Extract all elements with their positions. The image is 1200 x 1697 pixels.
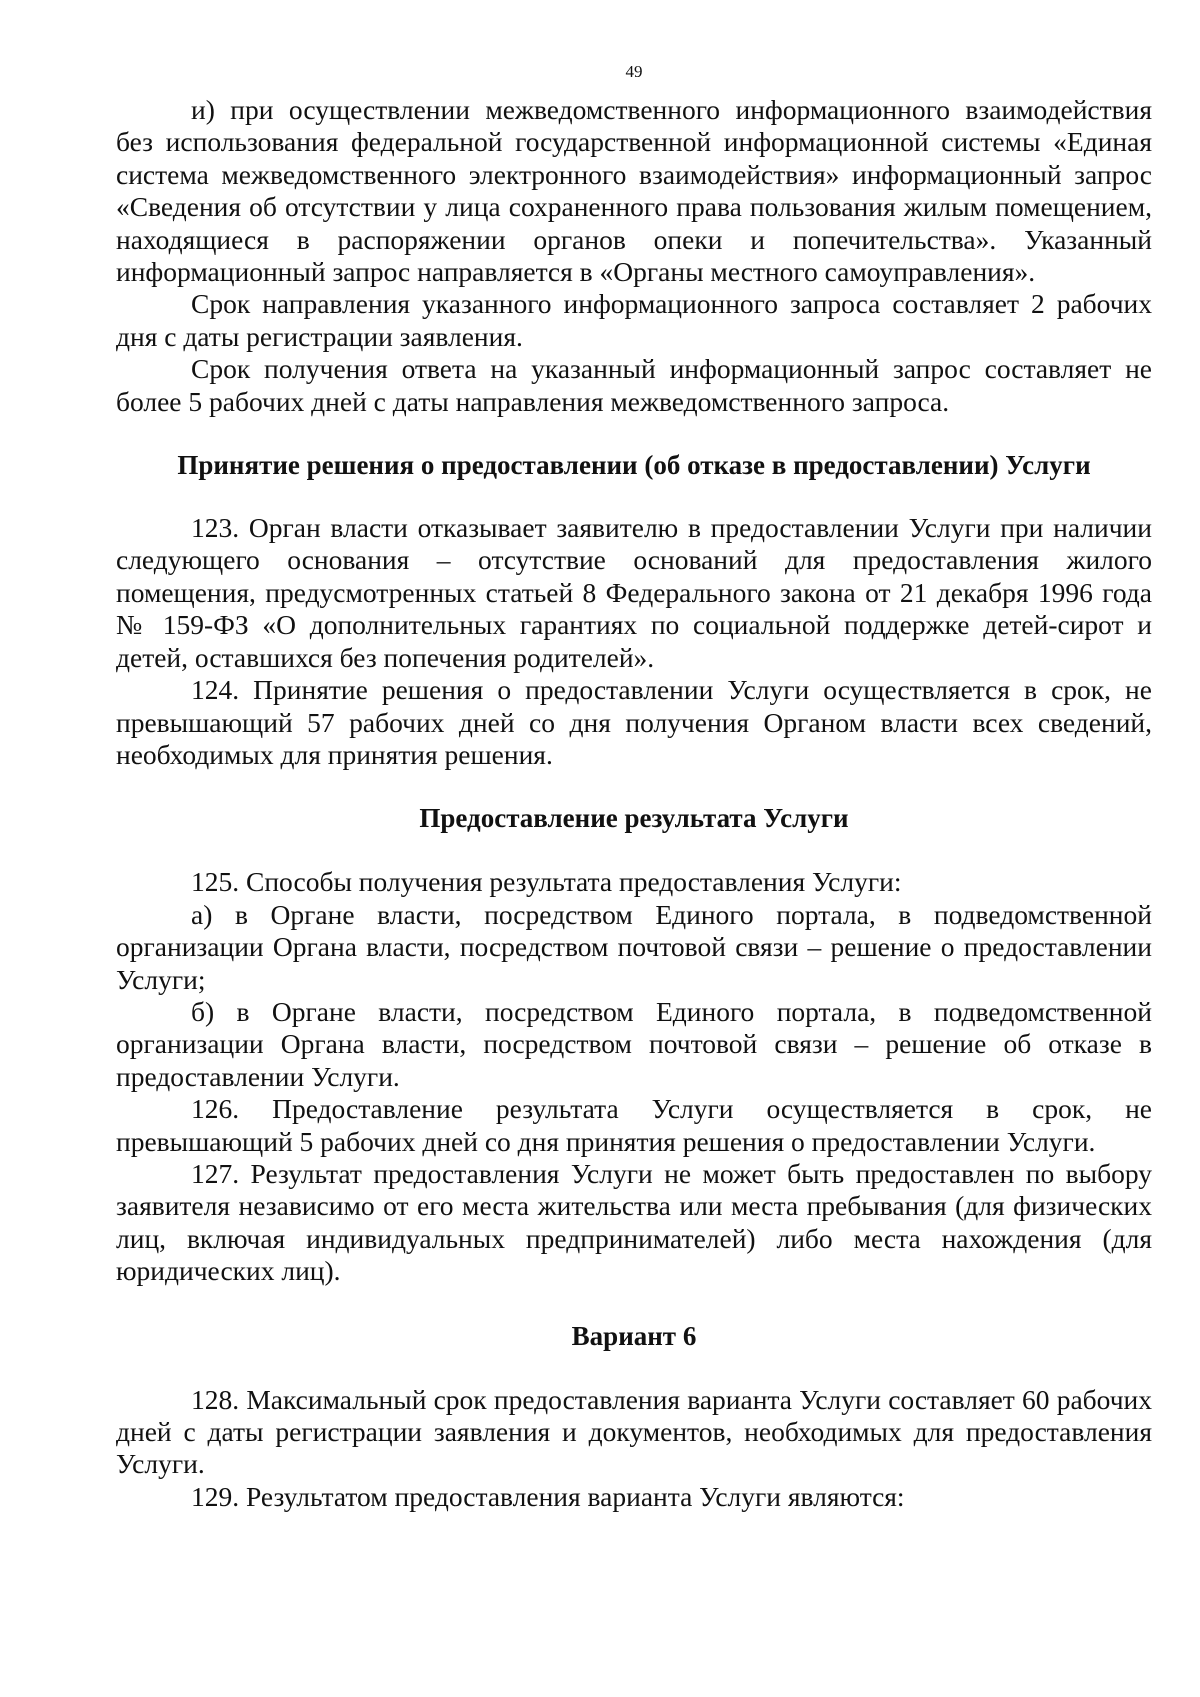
section-heading-variant-6: Вариант 6 bbox=[571, 1320, 697, 1351]
page-number: 49 bbox=[625, 62, 643, 81]
paragraph-response-deadline: Срок получения ответа на указанный информационный запрос составляет не более 5 рабочих дней с даты направления межведомственного запроса. bbox=[116, 353, 1152, 417]
paragraph-126: 126. Предоставление результата Услуги осуществляется в срок, не превышающий 5 рабочих дней со дня принятия решения о предоставлении Услуги. bbox=[116, 1093, 1152, 1157]
paragraph-128: 128. Максимальный срок предоставления варианта Услуги составляет 60 рабочих дней с даты регистрации заявления и документов, необходимых для предоставления Услуги. bbox=[116, 1383, 1152, 1480]
paragraph-127: 127. Результат предоставления Услуги не может быть предоставлен по выбору заявителя независимо от его места жительства или места пребывания (для физических лиц, включая индивидуальных предпринимателей) либо места нахождения (для юридических лиц). bbox=[116, 1157, 1152, 1287]
document-page bbox=[116, 62, 1152, 1513]
paragraph-124: 124. Принятие решения о предоставлении Услуги осуществляется в срок, не превышающий 57 рабочих дней со дня получения Органом власти всех сведений, необходимых для принятия решения. bbox=[116, 674, 1152, 770]
paragraph-item-i: и) при осуществлении межведомственного информационного взаимодействия без использования федеральной государственной информационной системы «Единая система межведомственного электронного взаимодействия» информационный запрос «Сведения об отсутствии у лица сохраненного права пользования жилым помещением, находящиеся в распоряжении органов опеки и попечительства». Указанный информационный запрос направляется в «Органы местного самоуправления». bbox=[116, 94, 1152, 288]
paragraph-request-deadline: Срок направления указанного информационного запроса составляет 2 рабочих дня с даты регистрации заявления. bbox=[116, 288, 1152, 352]
paragraph-125: 125. Способы получения результата предоставления Услуги: bbox=[191, 866, 902, 898]
section-heading-result: Предоставление результата Услуги bbox=[419, 803, 849, 834]
paragraph-125-b: б) в Органе власти, посредством Единого портала, в подведомственной организации Органа власти, посредством почтовой связи – решение об отказе в предоставлении Услуги. bbox=[116, 995, 1152, 1092]
paragraph-129: 129. Результатом предоставления варианта Услуги являются: bbox=[191, 1480, 905, 1512]
paragraph-125-a: а) в Органе власти, посредством Единого портала, в подведомственной организации Органа власти, посредством почтовой связи – решение о предоставлении Услуги; bbox=[116, 898, 1152, 995]
section-heading-decision: Принятие решения о предоставлении (об отказе в предоставлении) Услуги bbox=[177, 450, 1091, 481]
paragraph-123: 123. Орган власти отказывает заявителю в предоставлении Услуги при наличии следующего основания – отсутствие оснований для предоставления жилого помещения, предусмотренных статьей 8 Федерального закона от 21 декабря 1996 года № 159-ФЗ «О дополнительных гарантиях по социальной поддержке детей-сирот и детей, оставшихся без попечения родителей». bbox=[116, 512, 1152, 673]
